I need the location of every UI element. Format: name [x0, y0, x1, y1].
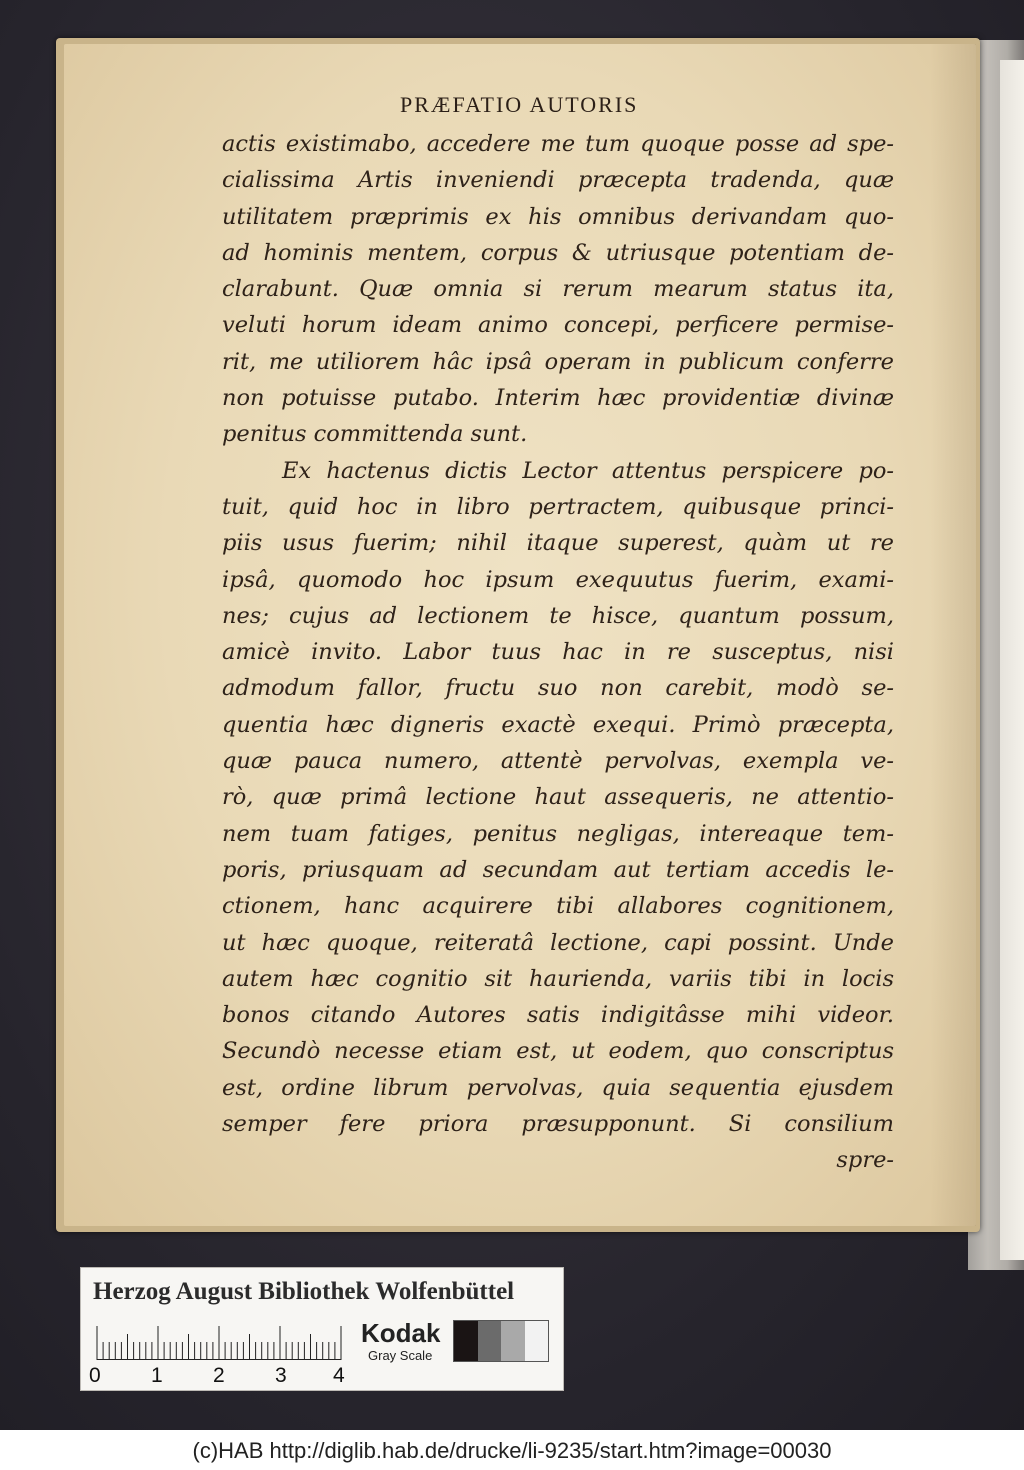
text-line: admodum fallor, fructu suo non carebit, modò se- — [222, 675, 894, 702]
ruler-number: 2 — [213, 1364, 225, 1387]
text-line: rit, me utiliorem hâc ipsâ operam in publicum conferre — [222, 348, 894, 375]
text-line: clarabunt. Quæ omnia si rerum mearum status ita, — [222, 276, 894, 303]
gray-swatch — [478, 1321, 502, 1361]
text-line: rò, quæ primâ lectione haut assequeris, ne attentio- — [222, 784, 894, 811]
ruler-scale — [95, 1324, 345, 1360]
footer-caption: (c)HAB http://diglib.hab.de/drucke/li-9235/start.htm?image=00030 — [192, 1438, 832, 1463]
gray-swatch — [454, 1321, 478, 1361]
running-head: PRÆFATIO AUTORIS — [400, 92, 639, 117]
text-line: Secundò necesse etiam est, ut eodem, quo conscriptus — [222, 1038, 894, 1065]
text-line: ad hominis mentem, corpus & utriusque potentiam de- — [222, 239, 894, 266]
text-line: ut hæc quoque, reiteratâ lectione, capi possint. Unde — [222, 929, 894, 956]
gray-swatch — [525, 1321, 549, 1361]
text-line: poris, priusquam ad secundam aut tertiam accedis le- — [222, 856, 894, 883]
ruler-number: 1 — [151, 1364, 163, 1387]
page-gutter-shade — [930, 44, 976, 1226]
adjacent-page-highlight — [1000, 60, 1024, 1260]
text-line: non potuisse putabo. Interim hæc providentiæ divinæ — [222, 385, 894, 412]
ruler-number: 0 — [89, 1364, 101, 1387]
text-line: semper fere priora præsupponunt. Si consilium — [222, 1111, 894, 1138]
text-line: nes; cujus ad lectionem te hisce, quantum possum, — [222, 602, 894, 629]
gray-swatch — [501, 1321, 525, 1361]
gray-swatches — [453, 1320, 549, 1362]
text-line: quæ pauca numero, attentè pervolvas, exempla ve- — [222, 748, 894, 775]
paragraph-start-line: Ex hactenus dictis Lector attentus perspicere po- — [282, 457, 894, 484]
text-line: tuit, quid hoc in libro pertractem, quibusque princi- — [222, 493, 894, 520]
text-line: est, ordine librum pervolvas, quia sequentia ejusdem — [222, 1074, 894, 1101]
text-line: utilitatem præprimis ex his omnibus derivandam quo- — [222, 203, 894, 230]
text-line: amicè invito. Labor tuus hac in re susceptus, nisi — [222, 639, 894, 666]
text-line: quentia hæc digneris exactè exequi. Primò præcepta, — [222, 711, 894, 738]
catchword: spre- — [836, 1147, 894, 1174]
text-line: bonos citando Autores satis indigitâsse mihi videor. — [222, 1002, 894, 1029]
text-line: ctionem, hanc acquirere tibi allabores cognitionem, — [222, 893, 894, 920]
brand-logo: Kodak — [361, 1318, 441, 1348]
body-text — [222, 126, 894, 1179]
brand-subtitle: Gray Scale — [368, 1348, 433, 1363]
text-line: piis usus fuerim; nihil itaque superest, quàm ut re — [222, 530, 894, 557]
text-line: ipsâ, quomodo hoc ipsum exequutus fuerim, exami- — [222, 566, 894, 593]
text-line: autem hæc cognitio sit haurienda, variis tibi in locis — [222, 965, 894, 992]
text-line: cialissima Artis inveniendi præcepta tradenda, quæ — [222, 167, 894, 194]
text-line: nem tuam fatiges, penitus negligas, intereaque tem- — [222, 820, 894, 847]
ruler-number: 4 — [333, 1364, 345, 1387]
text-line: veluti horum ideam animo concepi, perficere permise- — [222, 312, 894, 339]
text-line: actis existimabo, accedere me tum quoque posse ad spe- — [222, 131, 894, 157]
color-scale-card — [80, 1267, 564, 1391]
ruler-number: 3 — [275, 1364, 287, 1387]
text-line: penitus committenda sunt. — [222, 421, 528, 448]
library-name: Herzog August Bibliothek Wolfenbüttel — [93, 1278, 515, 1305]
ruler-numbers — [89, 1364, 349, 1386]
